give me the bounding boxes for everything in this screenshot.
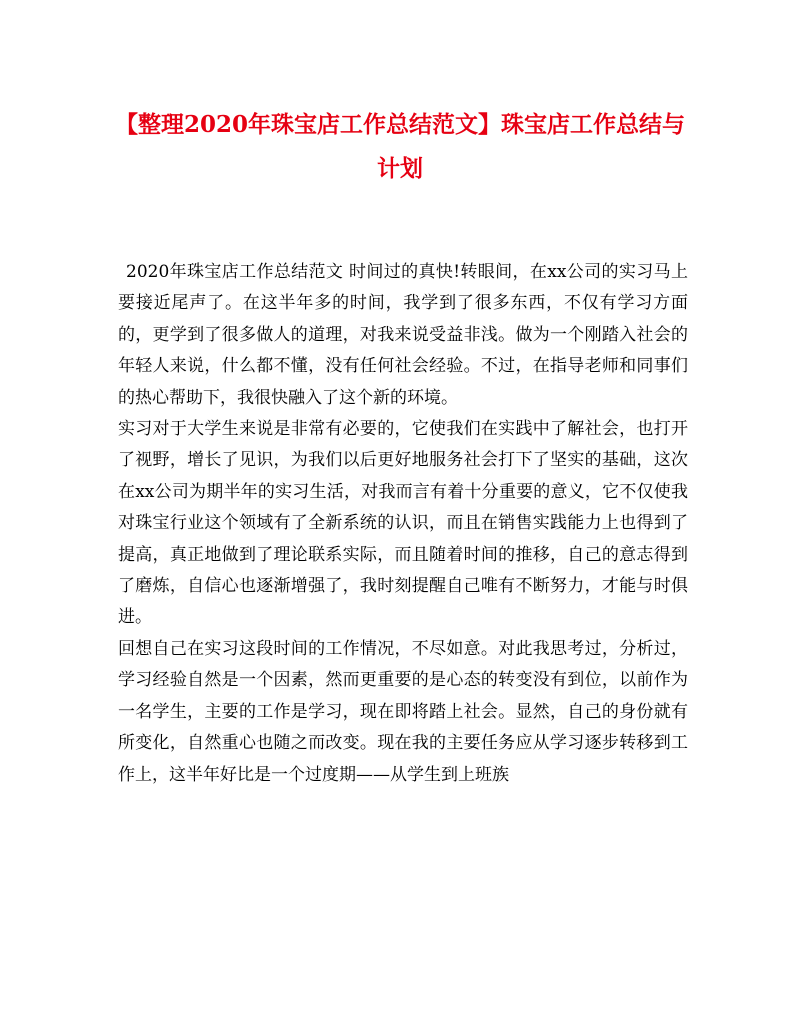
paragraph-1: 2020年珠宝店工作总结范文 时间过的真快!转眼间，在xx公司的实习马上要接近尾声了。在这半年多的时间，我学到了很多东西，不仅有学习方面的，更学到了很多做人的道理，对我来说受益非浅。做为一个刚踏入社会的年轻人来说，什么都不懂，没有任何社会经验。不过，在指导老师和同事们的热心帮助下，我很快融入了这个新的环境。 (118, 262, 688, 408)
paragraph-3: 回想自己在实习这段时间的工作情况，不尽如意。对此我思考过，分析过，学习经验自然是一个因素，然而更重要的是心态的转变没有到位，以前作为一名学生，主要的工作是学习，现在即将踏上社会。显然，自己的身份就有所变化，自然重心也随之而改变。现在我的主要任务应从学习逐步转移到工作上，这半年好比是一个过度期——从学生到上班族 (118, 638, 688, 785)
document-body (118, 257, 688, 791)
document-title: 【整理2020年珠宝店工作总结范文】珠宝店工作总结与计划 (114, 111, 685, 182)
paragraph-2: 实习对于大学生来说是非常有必要的，它使我们在实践中了解社会，也打开了视野，增长了见识，为我们以后更好地服务社会打下了坚实的基础，这次在xx公司为期半年的实习生活，对我而言有着十分重要的意义，它不仅使我对珠宝行业这个领域有了全新系统的认识，而且在销售实践能力上也得到了提高，真正地做到了理论联系实际，而且随着时间的推移，自己的意志得到了磨炼，自信心也逐渐增强了，我时刻提醒自己唯有不断努力，才能与时俱进。 (118, 419, 688, 628)
